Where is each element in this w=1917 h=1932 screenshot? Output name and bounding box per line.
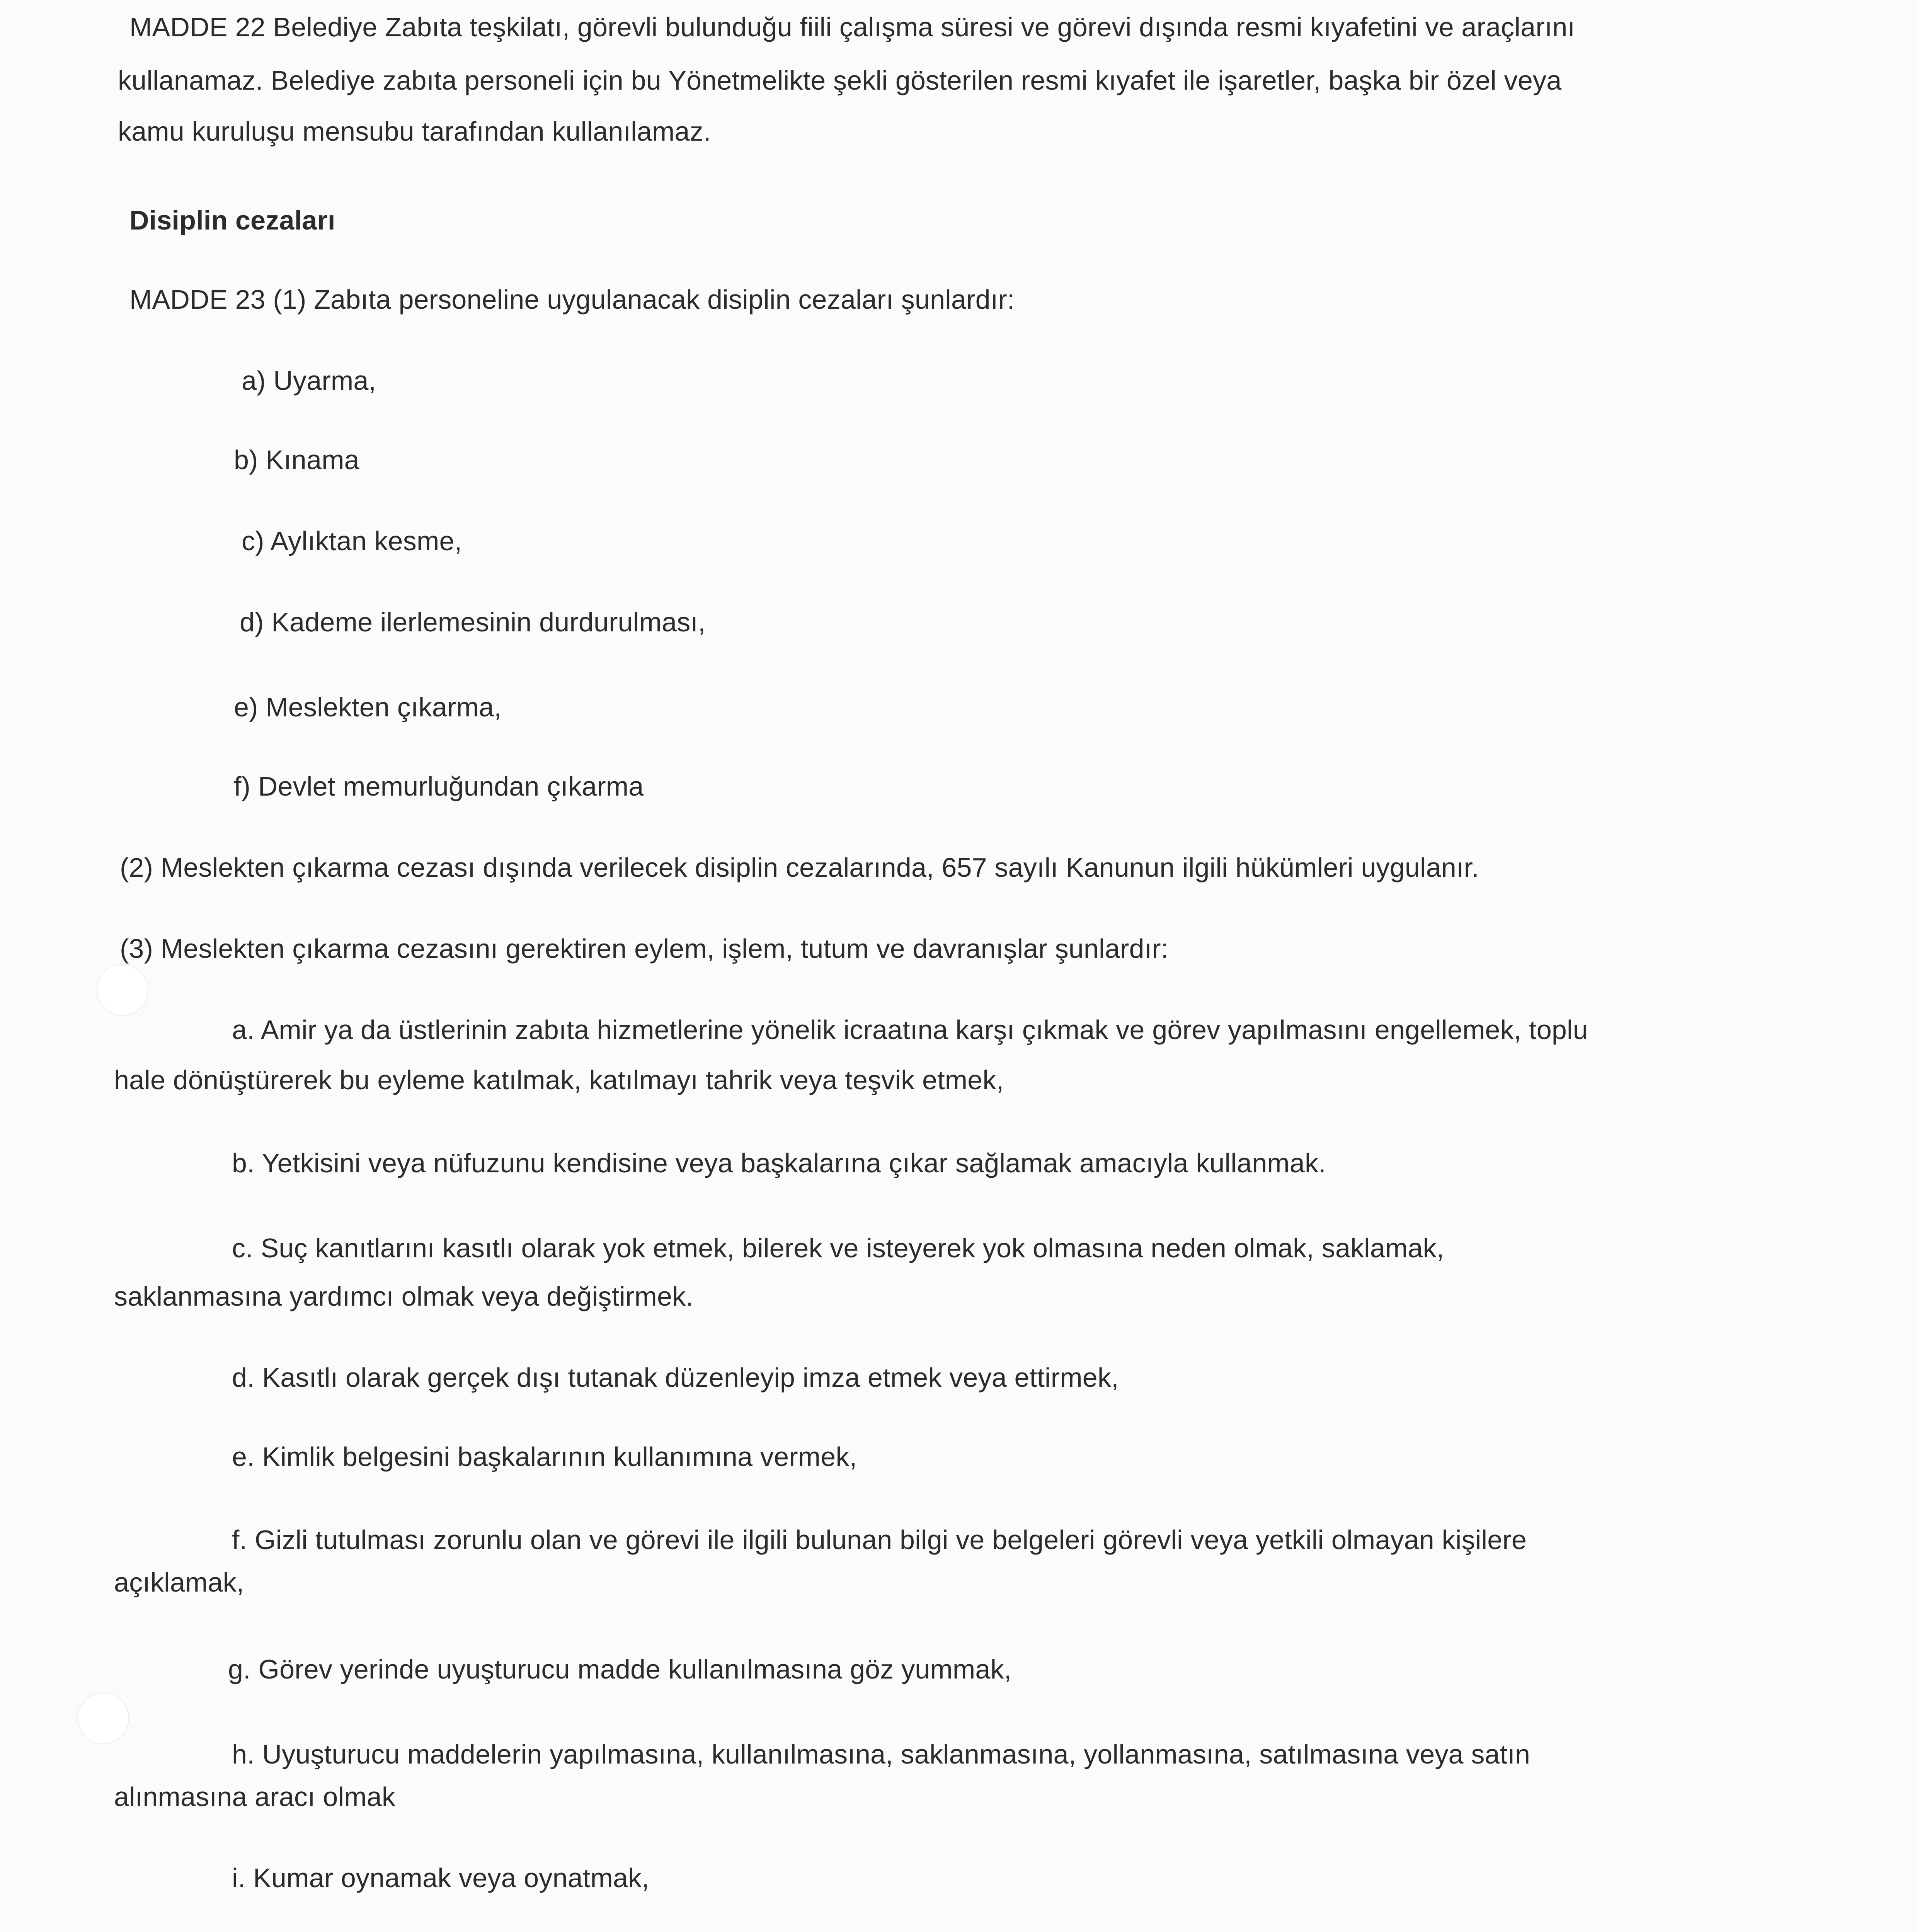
item-a-line-2: hale dönüştürerek bu eyleme katılmak, katılmayı tahrik veya teşvik etmek, bbox=[114, 1065, 1004, 1095]
clause-3: (3) Meslekten çıkarma cezasını gerektiren eylem, işlem, tutum ve davranışlar şunlardır: bbox=[120, 934, 1169, 964]
item-c-line-1: c. Suç kanıtlarını kasıtlı olarak yok etmek, bilerek ve isteyerek yok olmasına neden olmak, saklamak, bbox=[232, 1233, 1444, 1263]
madde22-line-2: kullanamaz. Belediye zabıta personeli için bu Yönetmelikte şekli gösterilen resmi kıyafet ile işaretler, başka bir özel veya bbox=[118, 65, 1562, 95]
clause-2: (2) Meslekten çıkarma cezası dışında verilecek disiplin cezalarında, 657 sayılı Kanunun ilgili hükümleri uygulanır. bbox=[120, 852, 1479, 883]
madde23-intro: MADDE 23 (1) Zabıta personeline uygulanacak disiplin cezaları şunlardır: bbox=[129, 284, 1015, 315]
item-h-line-1: h. Uyuşturucu maddelerin yapılmasına, kullanılmasına, saklanmasına, yollanmasına, satılmasına veya satın bbox=[232, 1739, 1531, 1769]
penalty-item: a) Uyarma, bbox=[242, 366, 376, 396]
madde22-line-1: MADDE 22 Belediye Zabıta teşkilatı, görevli bulunduğu fiili çalışma süresi ve görevi dışında resmi kıyafetini ve araçlarını bbox=[129, 12, 1575, 42]
penalty-item: d) Kademe ilerlemesinin durdurulması, bbox=[240, 607, 706, 637]
punch-hole-lower bbox=[77, 1692, 129, 1744]
punch-hole-upper bbox=[97, 964, 148, 1016]
item-b: b. Yetkisini veya nüfuzunu kendisine veya başkalarına çıkar sağlamak amacıyla kullanmak. bbox=[232, 1148, 1326, 1178]
item-i: i. Kumar oynamak veya oynatmak, bbox=[232, 1863, 649, 1893]
item-f-line-1: f. Gizli tutulması zorunlu olan ve görevi ile ilgili bulunan bilgi ve belgeleri görevli veya yetkili olmayan kişilere bbox=[232, 1525, 1527, 1555]
penalty-item: f) Devlet memurluğundan çıkarma bbox=[234, 771, 644, 801]
item-e: e. Kimlik belgesini başkalarının kullanımına vermek, bbox=[232, 1442, 857, 1472]
item-c-line-2: saklanmasına yardımcı olmak veya değiştirmek. bbox=[114, 1281, 693, 1311]
item-g: g. Görev yerinde uyuşturucu madde kullanılmasına göz yummak, bbox=[228, 1654, 1012, 1684]
penalty-item: c) Aylıktan kesme, bbox=[242, 526, 462, 556]
item-a-line-1: a. Amir ya da üstlerinin zabıta hizmetlerine yönelik icraatına karşı çıkmak ve görev yapılmasını engellemek, toplu bbox=[232, 1015, 1588, 1045]
madde22-line-3: kamu kuruluşu mensubu tarafından kullanılamaz. bbox=[118, 116, 711, 146]
item-d: d. Kasıtlı olarak gerçek dışı tutanak düzenleyip imza etmek veya ettirmek, bbox=[232, 1362, 1119, 1393]
item-h-line-2: alınmasına aracı olmak bbox=[114, 1782, 396, 1812]
penalty-item: b) Kınama bbox=[234, 445, 359, 475]
heading-disiplin-cezalari: Disiplin cezaları bbox=[129, 205, 335, 235]
penalty-item: e) Meslekten çıkarma, bbox=[234, 692, 502, 722]
item-f-line-2: açıklamak, bbox=[114, 1567, 244, 1597]
